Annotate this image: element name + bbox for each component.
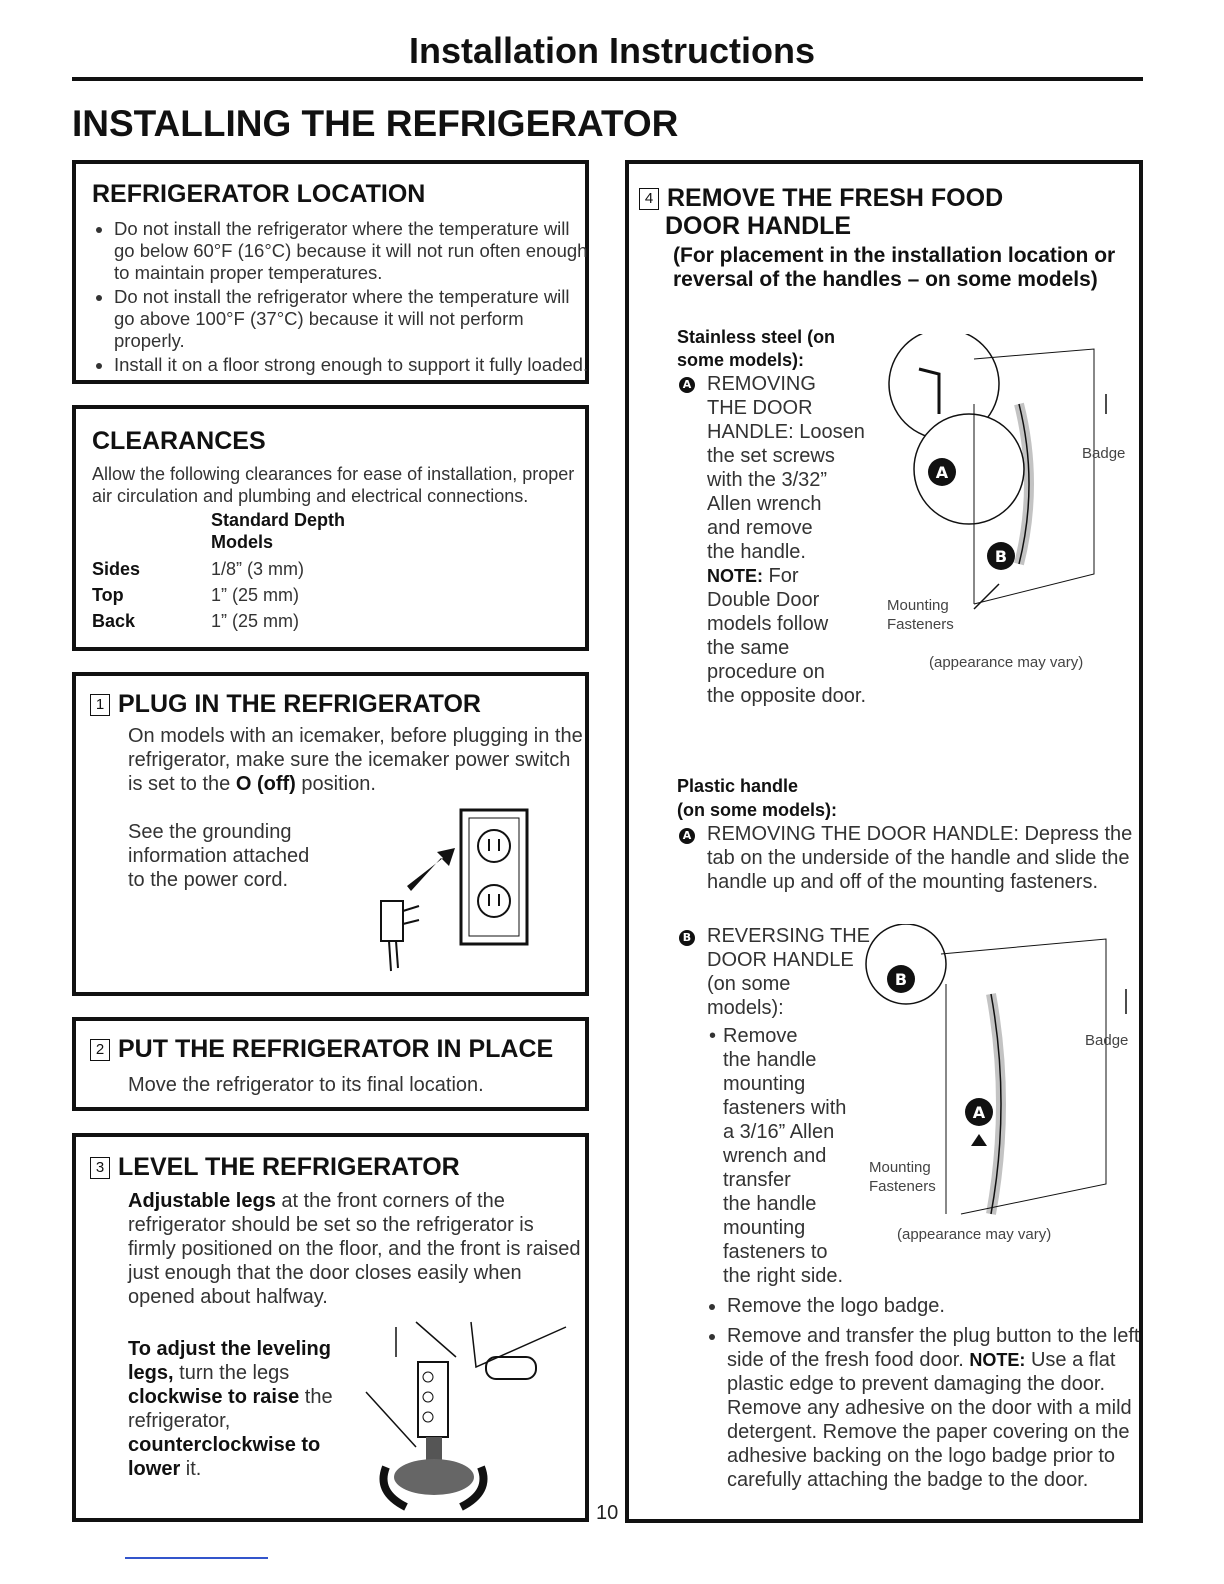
clearance-row	[92, 582, 304, 608]
step2-heading	[90, 1035, 553, 1063]
clearances-table	[92, 556, 304, 634]
step3-adjust-text	[128, 1337, 353, 1481]
step2-heading-text: PUT THE REFRIGERATOR IN PLACE	[118, 1035, 554, 1063]
page-number: 10	[596, 1502, 619, 1524]
step1-heading-text: PLUG IN THE REFRIGERATOR	[118, 690, 481, 718]
step4-bullets	[705, 1294, 1147, 1494]
plastic-heading: Plastic handle (on some models):	[677, 776, 838, 820]
step3-text-part: at the front corners of the refrigerator should be set so the refrigerator is firmly positioned on the floor, and the front is raised just enough that the door closes easily when opened about halfway.	[128, 1190, 581, 1308]
step3-bold: Adjustable legs	[128, 1190, 276, 1212]
fig-appearance-label: (appearance may vary)	[929, 654, 1084, 671]
step3-text-part: it.	[180, 1458, 202, 1480]
step-number: 3	[90, 1157, 110, 1179]
row-label: Back	[92, 611, 136, 631]
step3-text	[128, 1189, 586, 1309]
step1-text-a: On models with an icemaker, before plugging in the refrigerator, make sure the icemaker power switch is set to the	[128, 725, 583, 795]
step1-text-bold: O (off)	[235, 773, 296, 795]
fig-badge-label: Badge	[1082, 445, 1126, 462]
step3-bold: clockwise to raise	[128, 1386, 300, 1408]
clearances-column-header: Standard Depth Models	[211, 510, 346, 552]
fig-marker-a: A	[972, 1103, 986, 1122]
step2-box	[72, 1017, 589, 1111]
location-bullet: • Install it on a floor strong enough to support it fully loaded.	[114, 354, 594, 376]
header-rule	[72, 77, 1143, 81]
outlet-plug-illustration	[371, 796, 541, 976]
location-list	[92, 218, 594, 378]
fig-badge-label: Badge	[1085, 1032, 1129, 1049]
plastic-handle-illustration	[861, 924, 1131, 1264]
plastic-sub-bullet-dot: •	[709, 1025, 717, 1047]
step1-text	[128, 724, 583, 796]
stainless-heading: Stainless steel (on some models):	[677, 327, 836, 370]
fig-marker-b: B	[894, 970, 908, 989]
page-title: INSTALLING THE REFRIGERATOR	[72, 103, 679, 144]
location-bullet: • Do not install the refrigerator where the temperature will go above 100°F (37°C) because it will not perform properly.	[114, 286, 594, 352]
plug-bullet-text-b: Use a flat plastic edge to prevent damaging the door. Remove any adhesive on the door with a mild detergent. Remove the paper covering on the adhesive backing on the logo badge prior to carefully attaching the badge to the door.	[727, 1349, 1132, 1491]
step3-heading-text: LEVEL THE REFRIGERATOR	[118, 1153, 460, 1181]
fig-mounting-label: Mounting Fasteners	[887, 597, 954, 633]
step-number: 2	[90, 1039, 110, 1061]
step-number: 1	[90, 694, 110, 716]
step3-box	[72, 1133, 589, 1522]
step3-bold: counterclockwise to lower	[128, 1434, 321, 1480]
step4-subheading: (For placement in the installation location or reversal of the handles – on some models)	[673, 244, 1116, 291]
step3-text-part: the refrigerator,	[128, 1386, 333, 1432]
step1-text-b: position.	[295, 773, 376, 795]
note-label: NOTE:	[707, 566, 763, 586]
plug-note-label: NOTE:	[969, 1350, 1026, 1370]
badge-bullet: • Remove the logo badge.	[727, 1294, 1147, 1318]
location-heading: REFRIGERATOR LOCATION	[92, 180, 426, 208]
clearances-intro: Allow the following clearances for ease of installation, proper air circulation and plumbing and electrical connections.	[92, 464, 575, 506]
plastic-step-b: REVERSING THE DOOR HANDLE (on some models):	[707, 925, 870, 1019]
fig-appearance-label: (appearance may vary)	[897, 1226, 1052, 1243]
step3-heading	[90, 1153, 460, 1181]
step4-box	[625, 160, 1143, 1523]
note-text: For Double Door models follow the same procedure on the opposite door.	[707, 565, 867, 707]
stainless-note	[707, 564, 866, 708]
step2-text: Move the refrigerator to its final location.	[128, 1074, 484, 1096]
marker-b-icon: B	[679, 930, 695, 946]
clearances-box	[72, 405, 589, 651]
stainless-step-a: REMOVING THE DOOR HANDLE: Loosen the set screws with the 3/32” Allen wrench and remove the handle.	[707, 373, 865, 563]
row-value: 1/8” (3 mm)	[211, 559, 305, 579]
fig-marker-a: A	[935, 463, 949, 482]
clearance-row	[92, 608, 304, 634]
plug-bullet-text: Remove and transfer the plug button to the left side of the fresh food door.	[727, 1325, 1140, 1371]
fig-mounting-label: Mounting Fasteners	[869, 1159, 936, 1195]
row-value: 1” (25 mm)	[211, 585, 300, 605]
marker-a-icon: A	[679, 377, 695, 393]
footer-link-underline	[125, 1557, 268, 1559]
step4-heading-text: REMOVE THE FRESH FOOD DOOR HANDLE	[665, 184, 1004, 240]
step1-box	[72, 672, 589, 996]
step3-bold: To adjust the leveling legs,	[128, 1338, 331, 1384]
row-value: 1” (25 mm)	[211, 611, 300, 631]
clearance-row	[92, 556, 304, 582]
location-box	[72, 160, 589, 384]
row-label: Top	[92, 585, 124, 605]
fig-marker-b: B	[994, 547, 1008, 566]
step3-text-part: turn the legs	[173, 1362, 290, 1384]
plug-bullet	[727, 1324, 1147, 1492]
row-label: Sides	[92, 559, 141, 579]
step4-heading	[639, 184, 1003, 240]
clearances-heading: CLEARANCES	[92, 427, 266, 455]
location-bullet: • Do not install the refrigerator where the temperature will go below 60°F (16°C) because it will not run often enough to maintain proper temperatures.	[114, 218, 594, 284]
leveling-leg-illustration	[356, 1317, 581, 1517]
plastic-step-a: REMOVING THE DOOR HANDLE: Depress the tab on the underside of the handle and slide the handle up and off of the mounting fasteners.	[707, 823, 1133, 893]
plastic-sub-bullet: Remove the handle mounting fasteners with a 3/16” Allen wrench and transfer the handle mounting fasteners to the right side.	[723, 1025, 847, 1287]
step1-heading	[90, 690, 481, 718]
step1-grounding: See the grounding information attached to the power cord.	[128, 821, 310, 891]
marker-a-icon: A	[679, 828, 695, 844]
header-title: Installation Instructions	[408, 30, 816, 71]
step-number: 4	[639, 188, 659, 210]
